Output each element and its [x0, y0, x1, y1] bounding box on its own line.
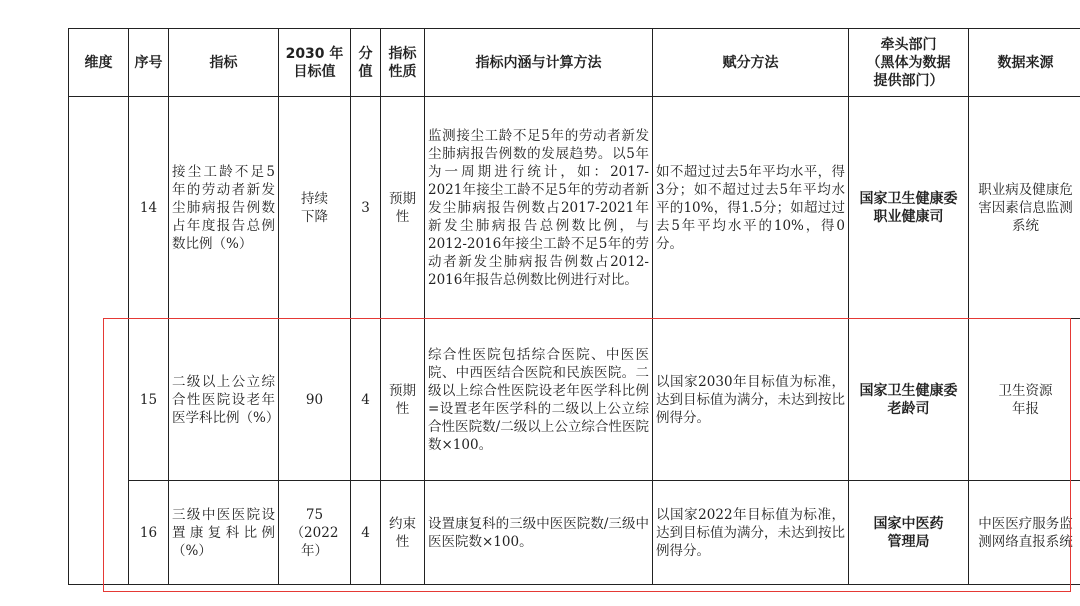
table-row [69, 481, 1080, 585]
row-meaning: 综合性医院包括综合医院、中医医院、中西医结合医院和民族医院。二级以上综合性医院设老年医学科比例=设置老年医学科的二级以上公立综合性医院数/二级以上公立综合性医院数×100。 [425, 319, 653, 481]
row-target: 75 （2022 年） [279, 481, 351, 585]
row-indicator: 接尘工龄不足5年的劳动者新发尘肺病报告例数占年度报告总例数比例（%） [169, 97, 279, 319]
header-nature: 指标 性质 [381, 29, 425, 97]
row-indicator: 三级中医医院设置康复科比例（%） [169, 481, 279, 585]
table-row [69, 319, 1080, 481]
header-score: 分值 [351, 29, 381, 97]
header-scoring: 赋分方法 [653, 29, 849, 97]
header-meaning: 指标内涵与计算方法 [425, 29, 653, 97]
row-lead: 国家卫生健康委 职业健康司 [849, 97, 969, 319]
dimension-cell [69, 97, 129, 585]
row-seq: 14 [129, 97, 169, 319]
row-scoring: 以国家2030年目标值为标准，达到目标值为满分，未达到按比例得分。 [653, 319, 849, 481]
row-score: 4 [351, 319, 381, 481]
header-lead: 牵头部门 （黑体为数据 提供部门） [849, 29, 969, 97]
row-seq: 16 [129, 481, 169, 585]
header-row [69, 29, 1080, 97]
row-indicator: 二级以上公立综合性医院设老年医学科比例（%） [169, 319, 279, 481]
row-meaning: 监测接尘工龄不足5年的劳动者新发尘肺病报告例数的发展趋势。以5年为一周期进行统计，如：2017-2021年接尘工龄不足5年的劳动者新发尘肺病报告例数占2017-2021年新发尘肺病报告总例数比例，与2012-2016年接尘工龄不足5年的劳动者新发尘肺病报告例数占2012-2016年报告总例数比例进行对比。 [425, 97, 653, 319]
indicator-table [68, 28, 1080, 585]
row-lead: 国家中医药 管理局 [849, 481, 969, 585]
row-seq: 15 [129, 319, 169, 481]
row-nature: 约束性 [381, 481, 425, 585]
header-dimension: 维度 [69, 29, 129, 97]
row-scoring: 以国家2022年目标值为标准，达到目标值为满分，未达到按比例得分。 [653, 481, 849, 585]
row-source: 卫生资源 年报 [969, 319, 1080, 481]
row-target: 90 [279, 319, 351, 481]
row-meaning: 设置康复科的三级中医医院数/三级中医医院数×100。 [425, 481, 653, 585]
row-score: 3 [351, 97, 381, 319]
header-target: 2030 年 目标值 [279, 29, 351, 97]
row-source: 中医医疗服务监测网络直报系统 [969, 481, 1080, 585]
header-source: 数据来源 [969, 29, 1080, 97]
row-nature: 预期性 [381, 97, 425, 319]
row-scoring: 如不超过过去5年平均水平，得3分；如不超过过去5年平均水平的10%，得1.5分；如超过过去5年平均水平的10%，得0分。 [653, 97, 849, 319]
row-source: 职业病及健康危害因素信息监测系统 [969, 97, 1080, 319]
row-score: 4 [351, 481, 381, 585]
header-seq: 序号 [129, 29, 169, 97]
row-target: 持续 下降 [279, 97, 351, 319]
header-indicator: 指标 [169, 29, 279, 97]
table-row [69, 97, 1080, 319]
row-nature: 预期性 [381, 319, 425, 481]
row-lead: 国家卫生健康委 老龄司 [849, 319, 969, 481]
